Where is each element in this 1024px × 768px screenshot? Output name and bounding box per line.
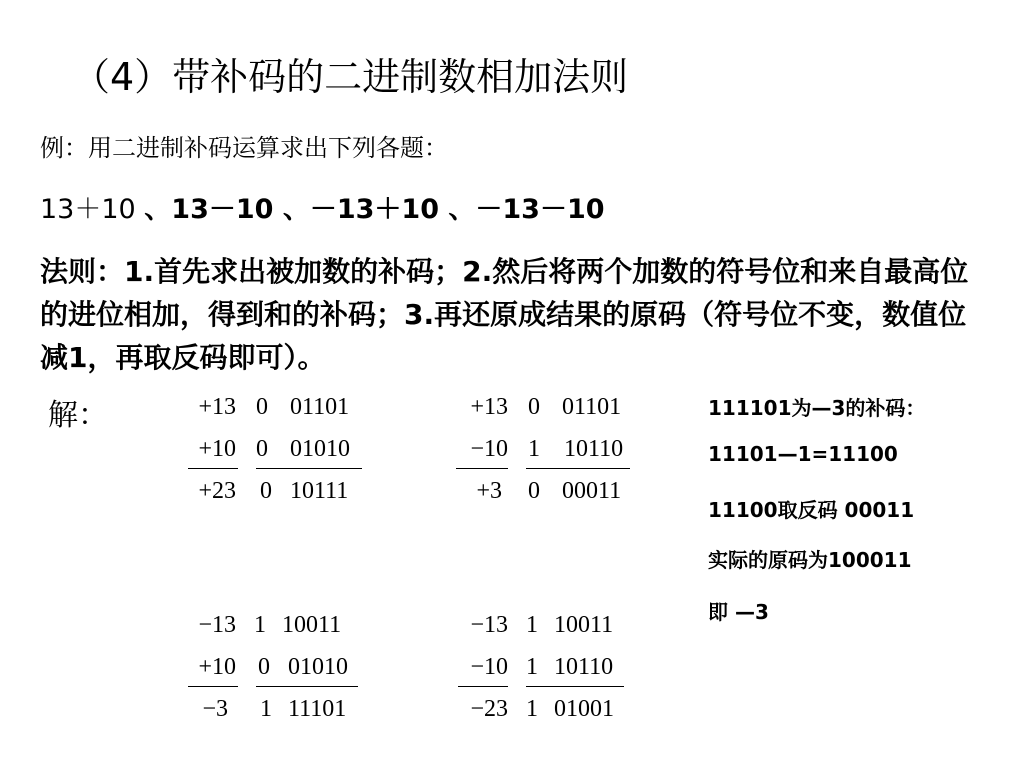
note-line: 即 —3 [708,600,769,624]
sign-bit: 1 [254,612,266,638]
sum-underline [256,468,362,469]
sign-bit: 0 [258,654,270,680]
value-bits: 01001 [554,696,614,722]
decimal-value: −10 [470,654,508,680]
sum-underline [188,686,238,687]
sign-bit: 0 [528,394,540,420]
decimal-value: −3 [202,696,228,722]
sign-bit: 1 [526,696,538,722]
decimal-value: +10 [198,436,236,462]
slide-title: （4）带补码的二进制数相加法则 [72,55,629,99]
rule-text: 法则：1.首先求出被加数的补码；2.然后将两个加数的符号位和来自最高位的进位相加，得到和的补码；3.再还原成结果的原码（符号位不变，数值位减1，再取反码即可）。 [40,255,969,374]
solution-label: 解： [48,398,108,433]
decimal-value: +10 [198,654,236,680]
value-bits: 10111 [290,478,349,504]
example-prompt: 例：用二进制补码运算求出下列各题： [40,134,448,162]
sign-bit: 0 [256,436,268,462]
note-line: 11101—1=11100 [708,442,898,466]
problem-first: 13＋10 [40,194,145,225]
value-bits: 10011 [554,612,614,638]
sign-bit: 0 [260,478,272,504]
decimal-value: +3 [476,478,502,504]
decimal-value: −23 [470,696,508,722]
decimal-value: −10 [470,436,508,462]
note-line: 实际的原码为100011 [708,548,912,572]
decimal-value: −13 [198,612,236,638]
sign-bit: 1 [526,612,538,638]
sum-underline [256,686,358,687]
calc-block-4 [452,610,652,720]
value-bits: 01010 [288,654,348,680]
value-bits: 01010 [290,436,350,462]
sign-bit: 1 [528,436,540,462]
value-bits: 10110 [554,654,614,680]
sum-underline [526,686,624,687]
calc-block-1 [180,392,380,502]
sum-underline [526,468,630,469]
value-bits: 00011 [562,478,622,504]
calc-block-2 [452,392,652,502]
calc-block-3 [182,610,382,720]
value-bits: 01101 [290,394,350,420]
sum-underline [456,468,508,469]
note-line: 111101为—3的补码： [708,396,926,420]
decimal-value: +13 [198,394,236,420]
problem-list [40,190,605,230]
decimal-value: +23 [198,478,236,504]
sum-underline [188,468,238,469]
value-bits: 10110 [564,436,624,462]
sign-bit: 0 [528,478,540,504]
decimal-value: −13 [470,612,508,638]
note-line: 11100取反码 00011 [708,498,915,522]
decimal-value: +13 [470,394,508,420]
sign-bit: 0 [256,394,268,420]
value-bits: 11101 [288,696,347,722]
value-bits: 01101 [562,394,622,420]
sign-bit: 1 [260,696,272,722]
problem-rest: 、13－10 、－13＋10 、－13－10 [144,194,605,225]
sign-bit: 1 [526,654,538,680]
value-bits: 10011 [282,612,342,638]
sum-underline [458,686,508,687]
